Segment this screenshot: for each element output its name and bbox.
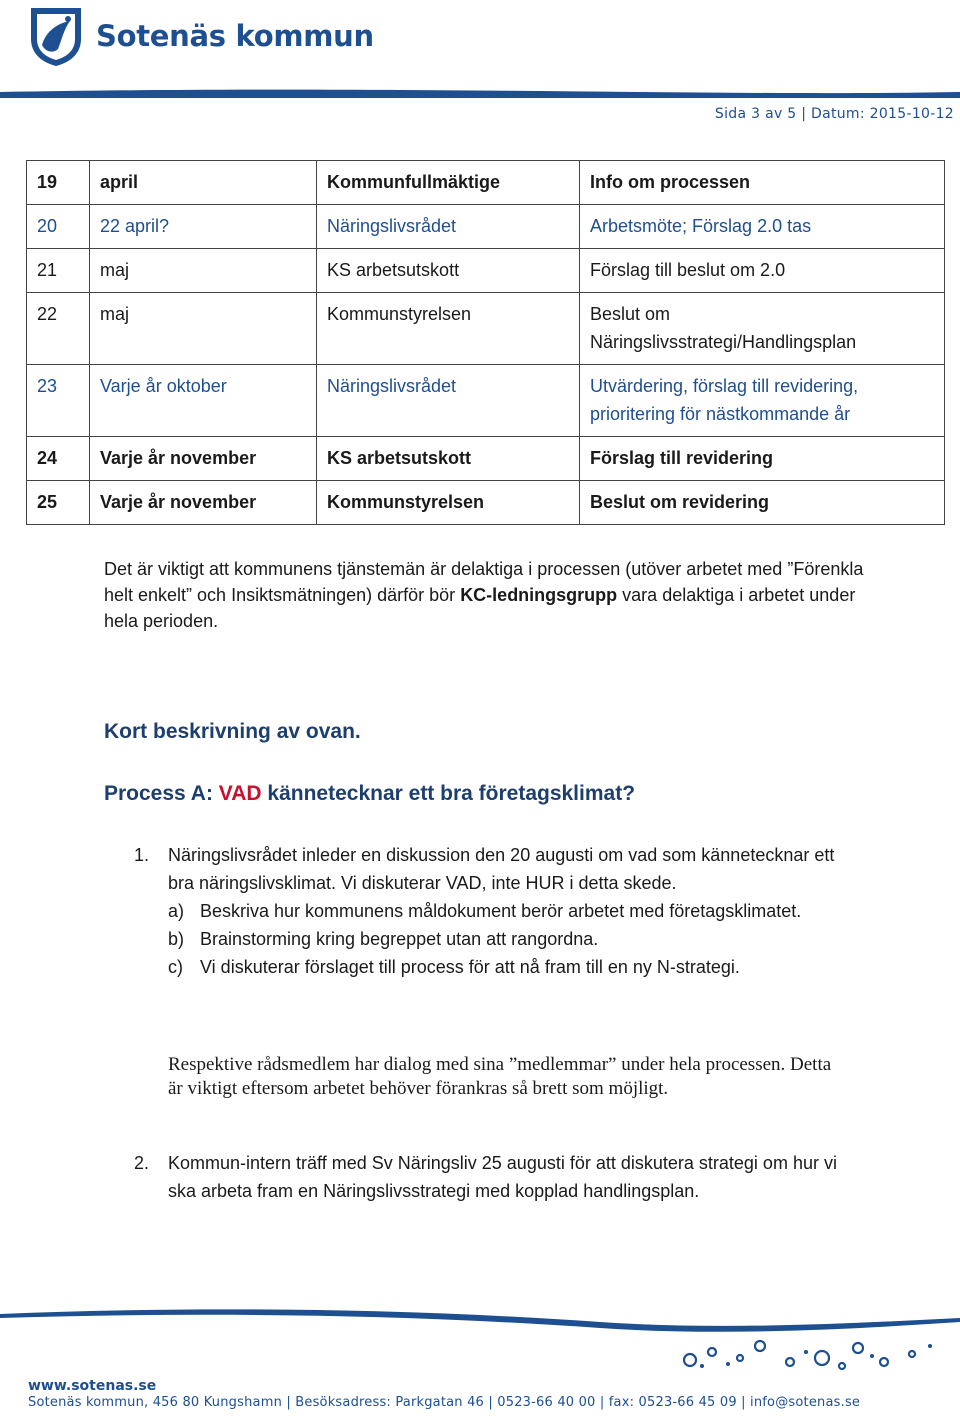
intro-paragraph [104,556,884,634]
cell-who: Kommunfullmäktige [317,161,580,205]
cell-what: Utvärdering, förslag till revidering, prioritering för nästkommande år [580,365,945,437]
cell-who: Näringslivsrådet [317,205,580,249]
cell-when: Varje år november [90,437,317,481]
municipal-crest-icon [28,5,84,67]
cell-who: Kommunstyrelsen [317,293,580,365]
table-row [27,205,945,249]
intro-text-2: vara delaktiga i arbetet under hela perioden. [104,585,856,631]
heading-kort: Kort beskrivning av ovan. [104,720,361,743]
step-1c-text: Vi diskuterar förslaget till process för att nå fram till en ny N-strategi. [200,957,740,977]
cell-num: 25 [27,481,90,525]
cell-when: Varje år oktober [90,365,317,437]
cell-who: KS arbetsutskott [317,249,580,293]
step-1 [134,841,854,981]
table-row [27,249,945,293]
intro-text-1: Det är viktigt att kommunens tjänstemän är delaktiga i processen (utöver arbetet med ”Förenkla helt enkelt” och Insiktsmätningen) därför bör [104,559,864,605]
cell-who: KS arbetsutskott [317,437,580,481]
step-2 [134,1149,854,1205]
step-1c-letter: c) [168,957,183,977]
cell-what: Arbetsmöte; Förslag 2.0 tas [580,205,945,249]
step-1a [168,897,854,925]
footer-url[interactable]: www.sotenas.se [28,1378,157,1394]
cell-what: Förslag till beslut om 2.0 [580,249,945,293]
cell-when: maj [90,249,317,293]
serif-paragraph: Respektive rådsmedlem har dialog med sina ”medlemmar” under hela processen. Detta är viktigt eftersom arbetet behöver förankras så brett som möjligt. [168,1054,832,1099]
cell-num: 21 [27,249,90,293]
table-row [27,365,945,437]
cell-when: april [90,161,317,205]
intro-bold: KC-ledningsgrupp [460,585,618,605]
cell-what: Beslut om revidering [580,481,945,525]
org-name: Sotenäs kommun [96,19,374,53]
step-1b [168,925,854,953]
cell-num: 19 [27,161,90,205]
table-row [27,481,945,525]
heading-process-suffix: kännetecknar ett bra företagsklimat? [261,782,636,805]
step-1-text: Näringslivsrådet inleder en diskussion den 20 augusti om vad som kännetecknar ett bra näringslivsklimat. Vi diskuterar VAD, inte HUR i detta skede. [168,845,835,893]
cell-num: 20 [27,205,90,249]
header-wave-rule [0,88,960,98]
step-1a-letter: a) [168,901,185,921]
step-1-number: 1. [134,845,150,865]
step-1a-text: Beskriva hur kommunens måldokument berör arbetet med företagsklimatet. [200,901,802,921]
cell-what: Info om processen [580,161,945,205]
heading-process-a [104,782,635,806]
cell-what: Beslut om Näringslivsstrategi/Handlingsplan [580,293,945,365]
step-1c [168,953,854,981]
logo [28,4,374,68]
cell-who: Kommunstyrelsen [317,481,580,525]
cell-when: Varje år november [90,481,317,525]
step-2-number: 2. [134,1153,150,1173]
page-meta: Sida 3 av 5 | Datum: 2015-10-12 [714,106,954,122]
table-row [27,437,945,481]
footer-wave-decoration [0,1300,960,1380]
cell-when: 22 april? [90,205,317,249]
heading-process-prefix: Process A: [104,782,219,805]
step-1b-text: Brainstorming kring begreppet utan att rangordna. [200,929,599,949]
cell-what: Förslag till revidering [580,437,945,481]
table-row [27,161,945,205]
step-1b-letter: b) [168,929,185,949]
heading-process-vad: VAD [218,782,262,805]
cell-num: 24 [27,437,90,481]
cell-when: maj [90,293,317,365]
cell-num: 23 [27,365,90,437]
cell-who: Näringslivsrådet [317,365,580,437]
footer-address: Sotenäs kommun, 456 80 Kungshamn | Besöksadress: Parkgatan 46 | 0523-66 40 00 | fax: 0523-66 45 09 | info@sotenas.se [28,1395,861,1410]
step-2-text: Kommun-intern träff med Sv Näringsliv 25 augusti för att diskutera strategi om hur vi ska arbeta fram en Näringslivsstrategi med kopplad handlingsplan. [168,1153,837,1201]
cell-num: 22 [27,293,90,365]
table-row [27,293,945,365]
schedule-table [26,160,945,525]
